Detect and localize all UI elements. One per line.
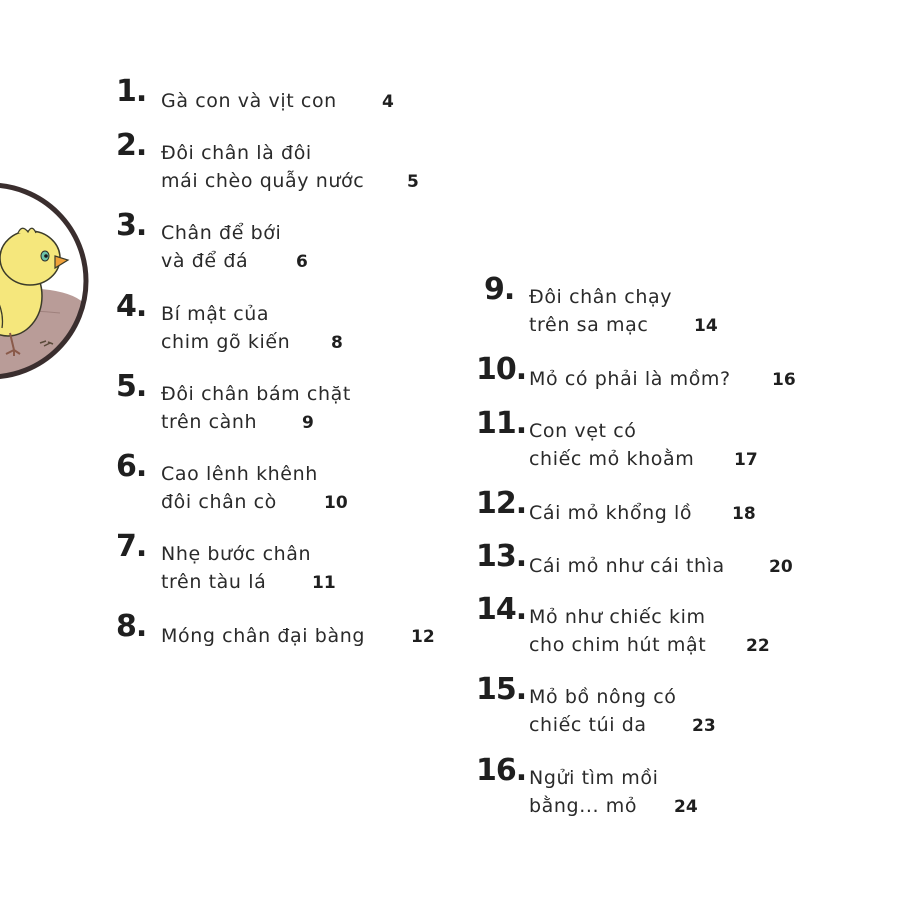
toc-title: mái chèo quẫy nước [161,170,365,192]
toc-title: Đôi chân bám chặt [161,383,351,405]
toc-title: Con vẹt có [529,420,637,442]
toc-number: 14. [476,592,527,627]
toc-page-number: 20 [769,557,793,577]
toc-page-number: 14 [694,316,718,336]
toc-title: Đôi chân là đôi [161,142,312,164]
toc-title: chim gõ kiến [161,331,291,353]
toc-page-number: 16 [772,370,796,390]
toc-title: Nhẹ bước chân [161,543,312,565]
toc-title: trên tàu lá [161,571,267,593]
toc-title: Cái mỏ như cái thìa [529,555,725,577]
toc-number: 3. [116,208,147,243]
toc-number: 5. [116,369,147,404]
toc-number: 15. [476,672,527,707]
toc-page-number: 4 [382,92,394,112]
toc-number: 4. [116,289,147,324]
toc-number: 11. [476,406,527,441]
toc-page-number: 23 [692,716,716,736]
toc-number: 2. [116,128,147,163]
toc-number: 1. [116,74,147,109]
toc-page-number: 10 [324,493,348,513]
toc-number: 7. [116,529,147,564]
toc-title: bằng... mỏ [529,795,638,817]
toc-title: Ngửi tìm mồi [529,767,659,789]
toc-title: Mỏ bồ nông có [529,686,677,708]
toc-page-number: 24 [674,797,698,817]
toc-title: trên sa mạc [529,314,649,336]
toc-number: 13. [476,539,527,574]
chick-illustration [0,178,90,384]
toc-number: 8. [116,609,147,644]
toc-page-number: 8 [331,333,343,353]
toc-number: 9. [484,272,515,307]
toc-title: Cái mỏ khổng lồ [529,502,693,524]
toc-title: đôi chân cò [161,491,277,513]
toc-number: 16. [476,753,527,788]
toc-page-number: 6 [296,252,308,272]
toc-page-number: 18 [732,504,756,524]
toc-title: Gà con và vịt con [161,90,337,112]
toc-title: Chân để bới [161,222,282,244]
toc-title: chiếc túi da [529,714,647,736]
toc-title: Đôi chân chạy [529,286,673,308]
toc-title: cho chim hút mật [529,634,707,656]
toc-title: Móng chân đại bàng [161,625,366,647]
toc-page-number: 9 [302,413,314,433]
toc-number: 6. [116,449,147,484]
toc-title: Bí mật của [161,303,270,325]
toc-page-number: 11 [312,573,336,593]
toc-title: trên cành [161,411,258,433]
toc-title: và để đá [161,250,249,272]
toc-title: Mỏ có phải là mồm? [529,368,731,390]
toc-title: Cao lênh khênh [161,463,318,485]
toc-title: Mỏ như chiếc kim [529,606,706,628]
toc-page-number: 12 [411,627,435,647]
toc-page-number: 17 [734,450,758,470]
toc-number: 10. [476,352,527,387]
toc-number: 12. [476,486,527,521]
toc-title: chiếc mỏ khoằm [529,448,695,470]
toc-page-number: 22 [746,636,770,656]
toc-page-number: 5 [407,172,419,192]
